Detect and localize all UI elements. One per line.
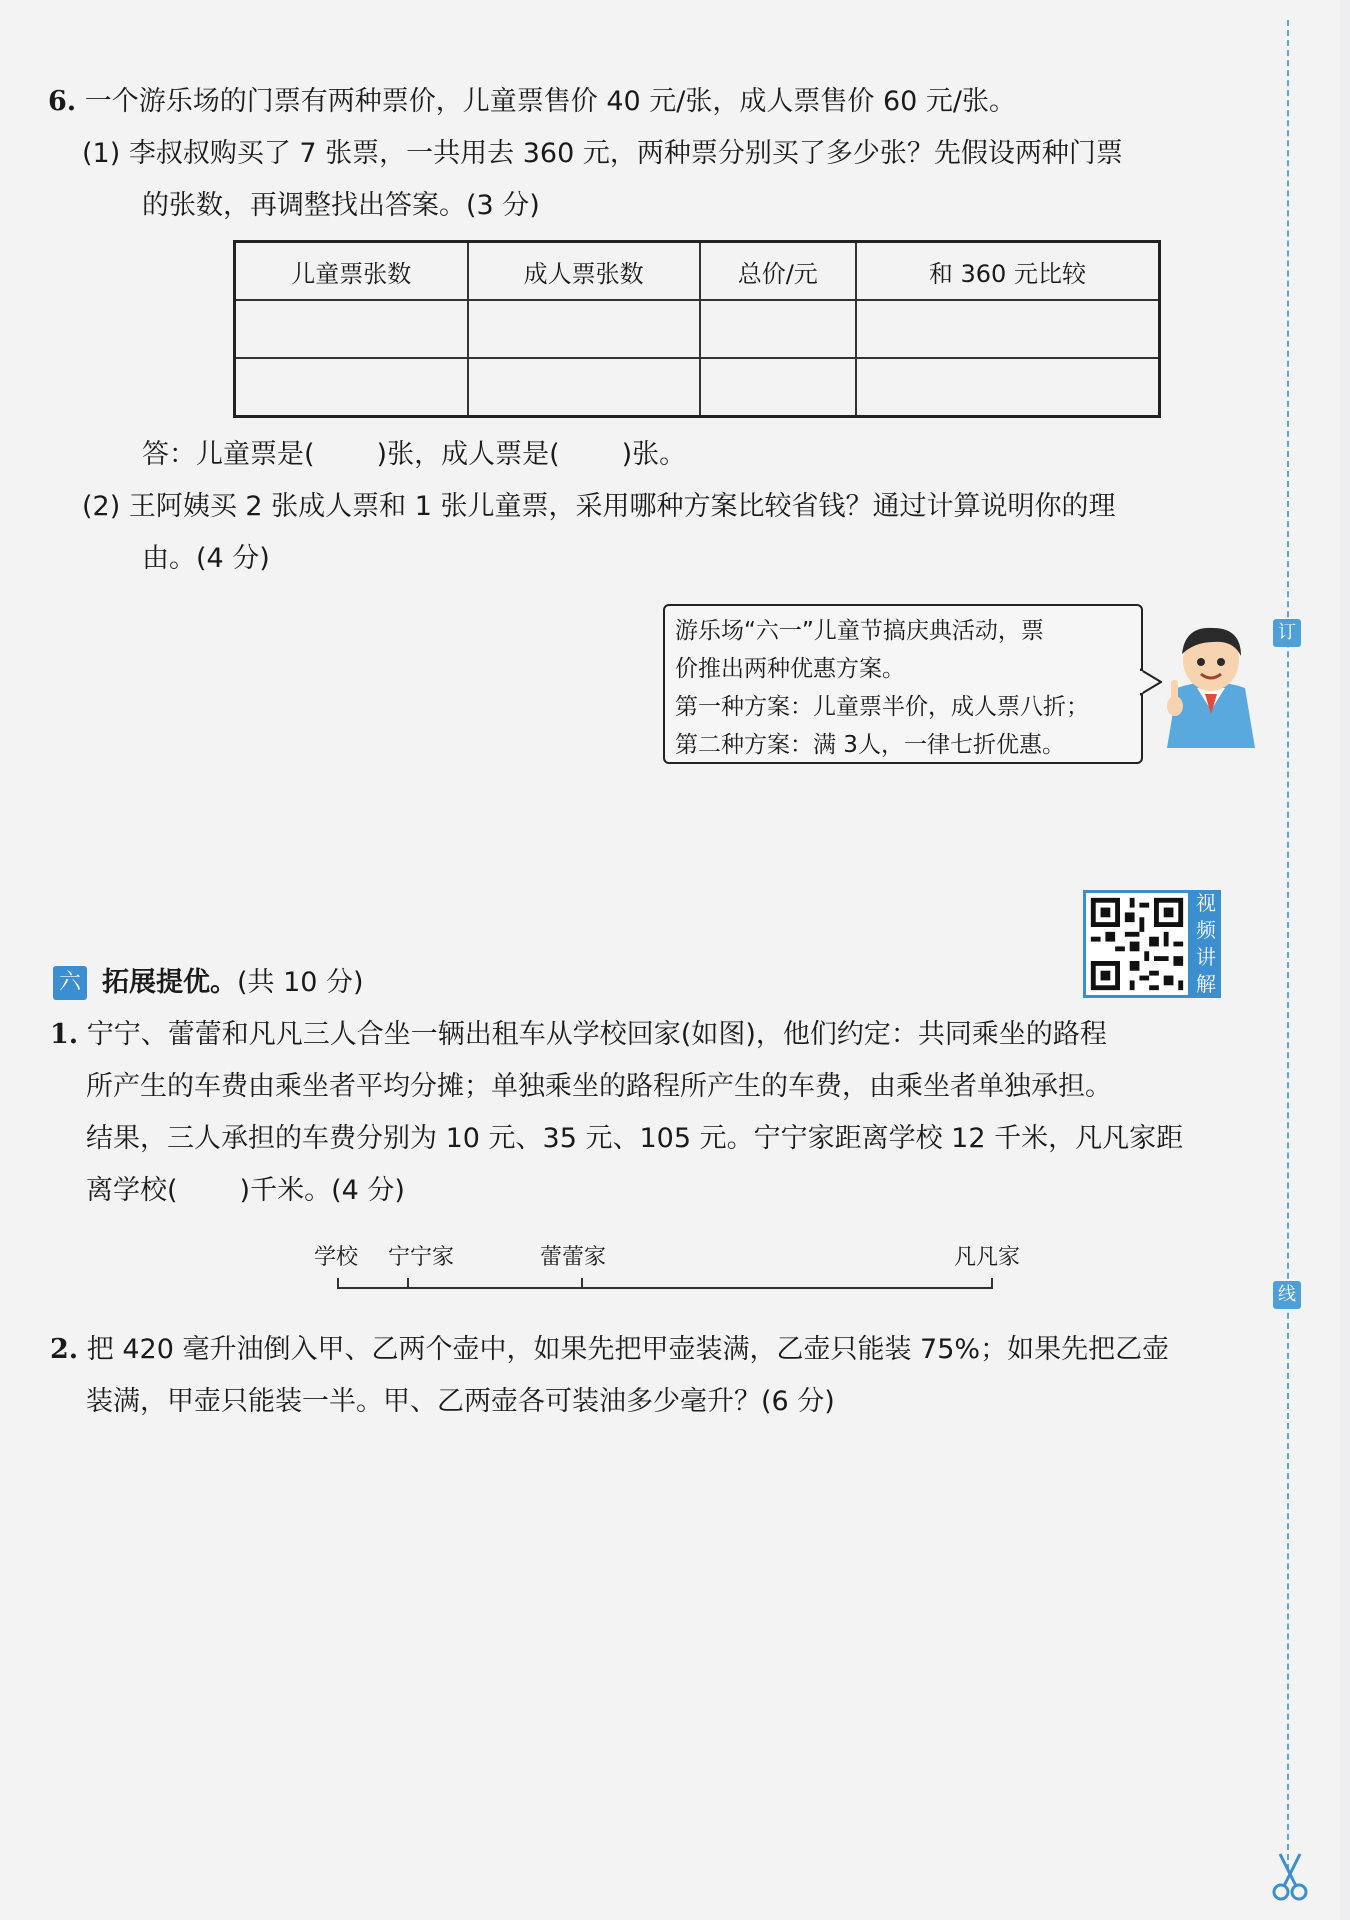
route-line-diagram (330, 1272, 1000, 1296)
table-header-cell: 儿童票张数 (235, 242, 468, 301)
table-cell-blank[interactable] (700, 300, 856, 358)
table-cell-blank[interactable] (468, 358, 700, 417)
sq1-number: 1. (50, 1019, 79, 1050)
margin-tag-xian: 线 (1273, 1281, 1301, 1309)
sq2-text-line1: 把 420 毫升油倒入甲、乙两个壶中，如果先把甲壶装满，乙壶只能装 75%；如果先把乙壶 (86, 1334, 1170, 1365)
section-title (102, 963, 364, 1003)
sq2-line1 (50, 1330, 1169, 1370)
diagram-label-school: 学校 (314, 1245, 359, 1270)
boy-character-illustration (1155, 618, 1267, 748)
answer-adult-label: )张，成人票是( (376, 439, 560, 470)
table-row (235, 358, 1160, 417)
diagram-label-leilei: 蕾蕾家 (540, 1245, 607, 1270)
sq2-line2: 装满，甲壶只能装一半。甲、乙两壶各可装油多少毫升？(6 分) (86, 1386, 835, 1417)
scissors-icon (1270, 1852, 1310, 1902)
q6-part2-line1: (2) 王阿姨买 2 张成人票和 1 张儿童票，采用哪种方案比较省钱？通过计算说明你的理 (82, 491, 1116, 522)
sq1-line1 (50, 1015, 1107, 1055)
sq1-text-line1: 宁宁、蕾蕾和凡凡三人合坐一辆出租车从学校回家(如图)，他们约定：共同乘坐的路程 (86, 1019, 1107, 1050)
q6-part1-line2: 的张数，再调整找出答案。(3 分) (142, 190, 540, 221)
ticket-table (233, 240, 1161, 418)
table-cell-blank[interactable] (468, 300, 700, 358)
table-header-cell: 总价/元 (700, 242, 856, 301)
table-cell-blank[interactable] (856, 358, 1160, 417)
q6-stem-text: 一个游乐场的门票有两种票价，儿童票售价 40 元/张，成人票售价 60 元/张。 (84, 86, 1017, 117)
table-cell-blank[interactable] (700, 358, 856, 417)
bubble-line: 第二种方案：满 3人，一律七折优惠。 (675, 732, 1065, 758)
diagram-label-fanfan: 凡凡家 (954, 1245, 1021, 1270)
table-cell-blank[interactable] (235, 300, 468, 358)
table-header-cell: 和 360 元比较 (856, 242, 1160, 301)
bubble-line: 第一种方案：儿童票半价，成人票八折； (675, 694, 1089, 720)
sq1-line4-end: )千米。(4 分) (239, 1175, 405, 1206)
q6-part1-line1: (1) 李叔叔购买了 7 张票，一共用去 360 元，两种票分别买了多少张？先假设两种门票 (82, 138, 1123, 169)
diagram-label-ningning: 宁宁家 (388, 1245, 455, 1270)
q6-number: 6. (48, 86, 77, 117)
table-row (235, 300, 1160, 358)
section-title-text: 拓展提优。 (102, 967, 237, 998)
video-qr-block[interactable] (1083, 890, 1223, 998)
discount-speech-bubble (663, 604, 1143, 764)
q6-part2-line2: 由。(4 分) (142, 543, 270, 574)
section-points: (共 10 分) (237, 967, 364, 998)
margin-tag-ding: 订 (1273, 619, 1301, 647)
table-cell-blank[interactable] (235, 358, 468, 417)
sq1-line2: 所产生的车费由乘坐者平均分摊；单独乘坐的路程所产生的车费，由乘坐者单独承担。 (86, 1071, 1112, 1102)
answer-end: )张。 (621, 439, 687, 470)
table-cell-blank[interactable] (856, 300, 1160, 358)
qr-code-icon[interactable] (1083, 890, 1191, 998)
bubble-line: 游乐场“六一”儿童节搞庆典活动，票 (675, 618, 1044, 644)
cut-line-dashed (1287, 20, 1289, 1870)
sq1-line3: 结果，三人承担的车费分别为 10 元、35 元、105 元。宁宁家距离学校 12 千米，凡凡家距 (86, 1123, 1184, 1154)
q6-stem (48, 82, 1016, 122)
answer-children-label: 答：儿童票是( (142, 439, 315, 470)
sq1-line4-start: 离学校( (86, 1175, 178, 1206)
qr-video-label[interactable]: 视频讲解 (1191, 890, 1221, 998)
section-number-badge: 六 (53, 966, 87, 1000)
q6-answer-line (142, 435, 686, 475)
sq2-number: 2. (50, 1334, 79, 1365)
bubble-line: 价推出两种优惠方案。 (675, 656, 905, 682)
table-header-cell: 成人票张数 (468, 242, 700, 301)
sq1-line4 (86, 1171, 405, 1211)
table-header-row (235, 242, 1160, 301)
